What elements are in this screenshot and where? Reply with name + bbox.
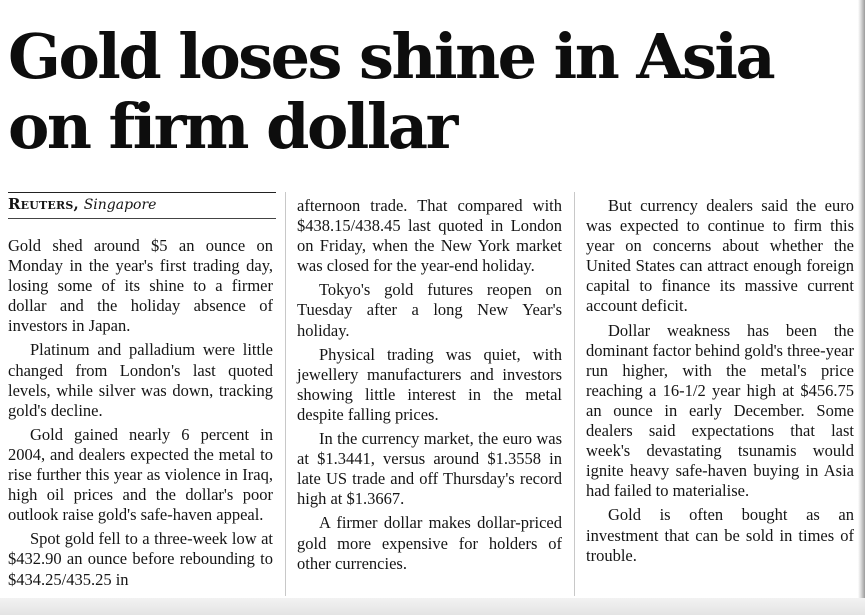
article-column-1 xyxy=(8,236,273,594)
article-paragraph: Physical trading was quiet, with jewellery manufacturers and investors showing little interest in the metal despite falling prices. xyxy=(297,344,562,424)
page-edge-shadow xyxy=(858,0,865,615)
article-column-3 xyxy=(586,196,854,570)
column-divider xyxy=(574,192,575,596)
article-paragraph: But currency dealers said the euro was expected to continue to firm this year on concerns about whether the United States can attract enough foreign capital to finance its massive current account deficit. xyxy=(586,196,854,316)
byline-bottom-rule xyxy=(8,218,276,219)
article-paragraph: In the currency market, the euro was at $1.3441, versus around $1.3558 in late US trade and off Thursday's record high at $1.3667. xyxy=(297,429,562,509)
byline-top-rule xyxy=(8,192,276,193)
article-paragraph: Tokyo's gold futures reopen on Tuesday after a long New Year's holiday. xyxy=(297,280,562,340)
article-paragraph: afternoon trade. That compared with $438.15/438.45 last quoted in London on Friday, when the New York market was closed for the year-end holiday. xyxy=(297,196,562,276)
article-paragraph: Platinum and palladium were little changed from London's last quoted levels, while silver was down, tracking gold's decline. xyxy=(8,340,273,420)
headline-line-2: on firm dollar xyxy=(8,90,456,163)
headline-line-1: Gold loses shine in Asia xyxy=(8,20,774,93)
article-paragraph: Dollar weakness has been the dominant factor behind gold's three-year run higher, with the metal's price reaching a 16-1/2 year high at $456.75 an ounce in early December. Some dealers said expectations that last week's devastating tsunamis would ignite heavy safe-haven buying in Asia had failed to materialise. xyxy=(586,320,854,501)
page-bottom-margin xyxy=(0,598,865,615)
byline-city: Singapore xyxy=(83,197,157,213)
article-paragraph: Gold shed around $5 an ounce on Monday in the year's first trading day, losing some of its shine to a firmer dollar and the holiday absence of investors in Japan. xyxy=(8,236,273,336)
article-paragraph: Gold gained nearly 6 percent in 2004, and dealers expected the metal to rise further this year as violence in Iraq, high oil prices and the dollar's poor outlook raise gold's safe-haven appeal. xyxy=(8,424,273,525)
byline xyxy=(8,195,156,214)
column-divider xyxy=(285,192,286,596)
article-paragraph: A firmer dollar makes dollar-priced gold more expensive for holders of other currencies. xyxy=(297,513,562,573)
article-headline xyxy=(8,22,858,162)
article-column-2 xyxy=(297,196,562,578)
article-paragraph: Gold is often bought as an investment that can be sold in times of trouble. xyxy=(586,505,854,565)
byline-agency: Reuters, xyxy=(8,195,79,213)
article-paragraph: Spot gold fell to a three-week low at $432.90 an ounce before rebounding to $434.25/435.25 in xyxy=(8,529,273,589)
